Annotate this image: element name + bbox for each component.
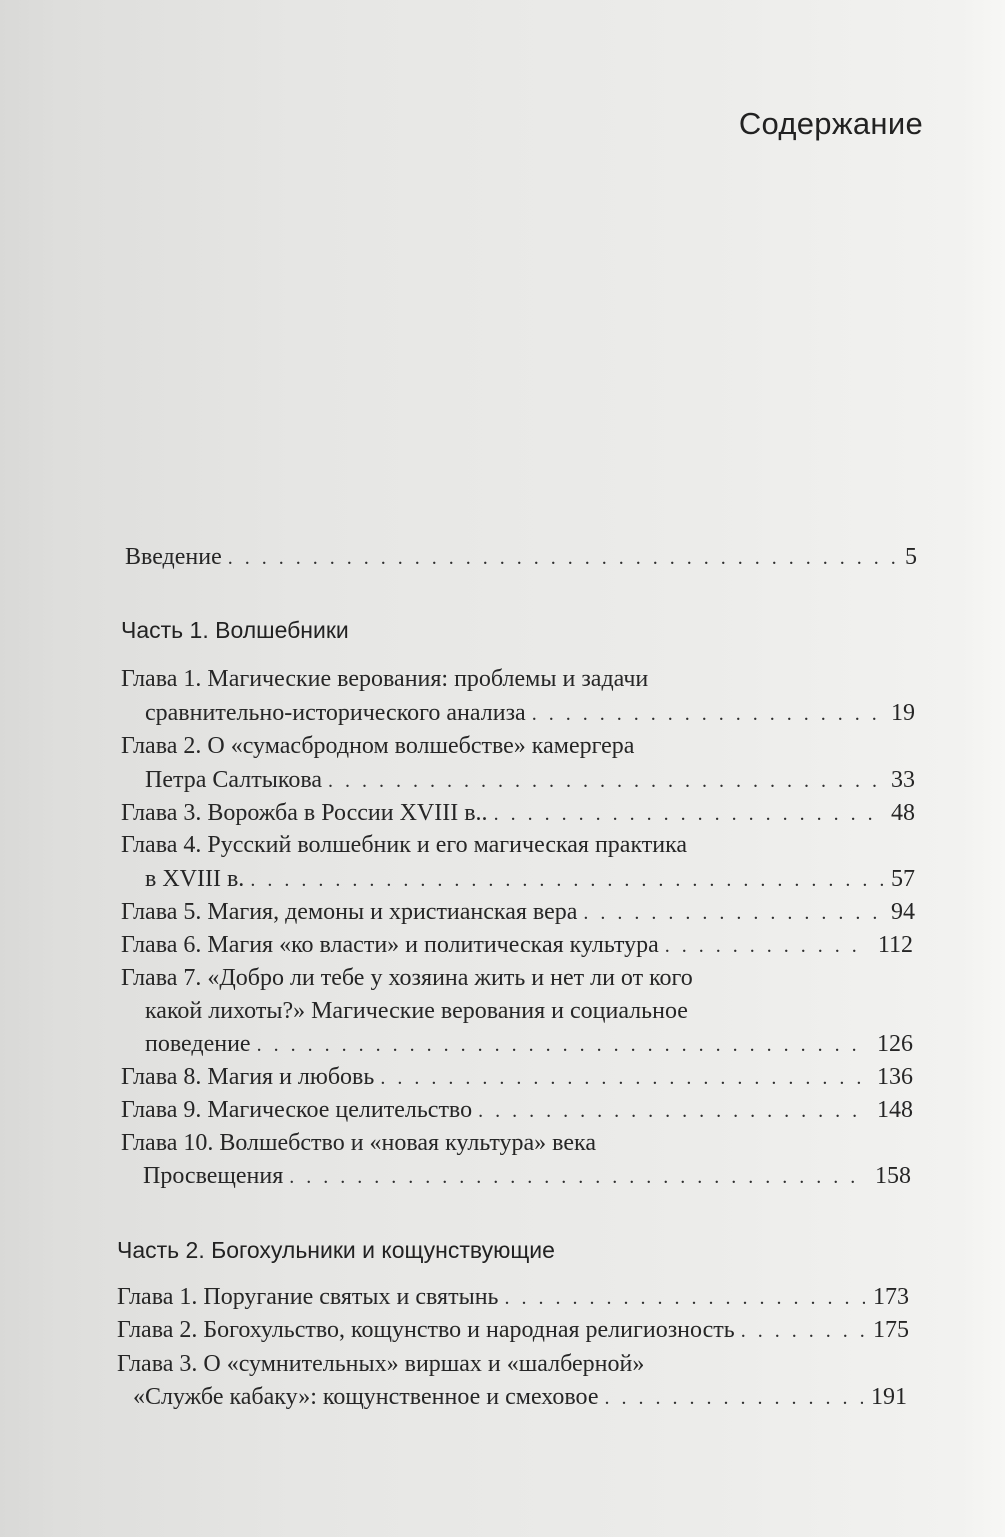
toc-page-number: 48	[891, 800, 915, 826]
toc-entry-label: Глава 2. Богохульство, кощунство и народная религиозность	[117, 1317, 735, 1343]
toc-entry-p1-ch8[interactable]	[121, 1065, 913, 1089]
toc-entry-p1-ch9[interactable]	[121, 1098, 913, 1122]
toc-entry-p1-ch6[interactable]	[121, 933, 913, 957]
leader-dots	[478, 1101, 869, 1121]
toc-page-number: 158	[875, 1163, 911, 1189]
toc-entry-p1-ch4-line1[interactable]: Глава 4. Русский волшебник и его магическая практика	[121, 832, 688, 858]
part-1-heading: Часть 1. Волшебники	[121, 617, 349, 643]
toc-entry-p2-ch3-line1[interactable]: Глава 3. О «сумнительных» виршах и «шалберной»	[117, 1351, 645, 1377]
toc-entry-label: сравнительно-исторического анализа	[145, 700, 526, 726]
toc-entry-label: Глава 6. Магия «ко власти» и политическая культура	[121, 932, 659, 958]
toc-entry-p1-ch10-line1[interactable]: Глава 10. Волшебство и «новая культура» века	[121, 1130, 596, 1156]
toc-entry-label: Глава 3. Ворожба в России XVIII в..	[121, 800, 488, 826]
leader-dots	[228, 548, 897, 568]
toc-entry-label: в XVIII в.	[145, 866, 245, 892]
leader-dots	[741, 1321, 865, 1341]
toc-entry-label: Глава 1. Поругание святых и святынь	[117, 1284, 499, 1310]
toc-entry-label: поведение	[145, 1031, 251, 1057]
toc-entry-intro[interactable]	[125, 545, 917, 569]
toc-entry-label: Глава 9. Магическое целительство	[121, 1097, 473, 1123]
toc-entry-p1-ch1[interactable]	[145, 701, 915, 725]
leader-dots	[250, 870, 883, 890]
toc-entry-p1-ch2[interactable]	[145, 768, 915, 792]
leader-dots	[604, 1388, 863, 1408]
leader-dots	[505, 1288, 866, 1308]
toc-entry-p1-ch7-line1[interactable]: Глава 7. «Добро ли тебе у хозяина жить и нет ли от кого	[121, 965, 693, 991]
toc-entry-p1-ch7-line2[interactable]: какой лихоты?» Магические верования и социальное	[145, 998, 688, 1024]
toc-page-number: 57	[891, 866, 915, 892]
toc-entry-label: «Службе кабаку»: кощунственное и смеховое	[133, 1384, 599, 1410]
toc-entry-label: Глава 8. Магия и любовь	[121, 1064, 375, 1090]
leader-dots	[494, 804, 883, 824]
toc-page-number: 94	[891, 899, 915, 925]
part-2-heading: Часть 2. Богохульники и кощунствующие	[117, 1237, 555, 1263]
toc-entry-label: Петра Салтыкова	[145, 767, 322, 793]
toc-entry-label: Введение	[125, 544, 222, 570]
toc-page-number: 19	[891, 700, 915, 726]
toc-entry-p1-ch3[interactable]	[121, 801, 915, 825]
toc-page-number: 148	[877, 1097, 913, 1123]
leader-dots	[380, 1068, 869, 1088]
leader-dots	[583, 903, 883, 923]
toc-page-number: 175	[873, 1317, 909, 1343]
toc-entry-p2-ch1[interactable]	[117, 1285, 909, 1309]
toc-page-number: 126	[877, 1031, 913, 1057]
toc-entry-label: Просвещения	[143, 1163, 284, 1189]
page-title: Содержание	[738, 106, 923, 141]
toc-page-number: 173	[873, 1284, 909, 1310]
toc-entry-p2-ch2[interactable]	[117, 1318, 909, 1342]
toc-entry-p1-ch1-line1[interactable]: Глава 1. Магические верования: проблемы и задачи	[121, 666, 649, 692]
toc-entry-label: Глава 5. Магия, демоны и христианская вера	[121, 899, 578, 925]
toc-entry-p1-ch4[interactable]	[145, 867, 915, 891]
leader-dots	[532, 704, 883, 724]
toc-entry-p1-ch7[interactable]	[145, 1032, 913, 1056]
leader-dots	[289, 1167, 867, 1187]
toc-page-number: 191	[871, 1384, 907, 1410]
leader-dots	[257, 1035, 869, 1055]
toc-entry-p1-ch5[interactable]	[121, 900, 915, 924]
toc-page-number: 136	[877, 1064, 913, 1090]
leader-dots	[328, 771, 883, 791]
toc-page-number: 112	[877, 932, 913, 958]
toc-entry-p1-ch2-line1[interactable]: Глава 2. О «сумасбродном волшебстве» камергера	[121, 733, 635, 759]
toc-entry-p2-ch3[interactable]	[133, 1385, 907, 1409]
toc-page-number: 5	[905, 544, 917, 570]
toc-entry-p1-ch10[interactable]	[143, 1164, 911, 1188]
toc-page-number: 33	[891, 767, 915, 793]
leader-dots	[665, 936, 870, 956]
